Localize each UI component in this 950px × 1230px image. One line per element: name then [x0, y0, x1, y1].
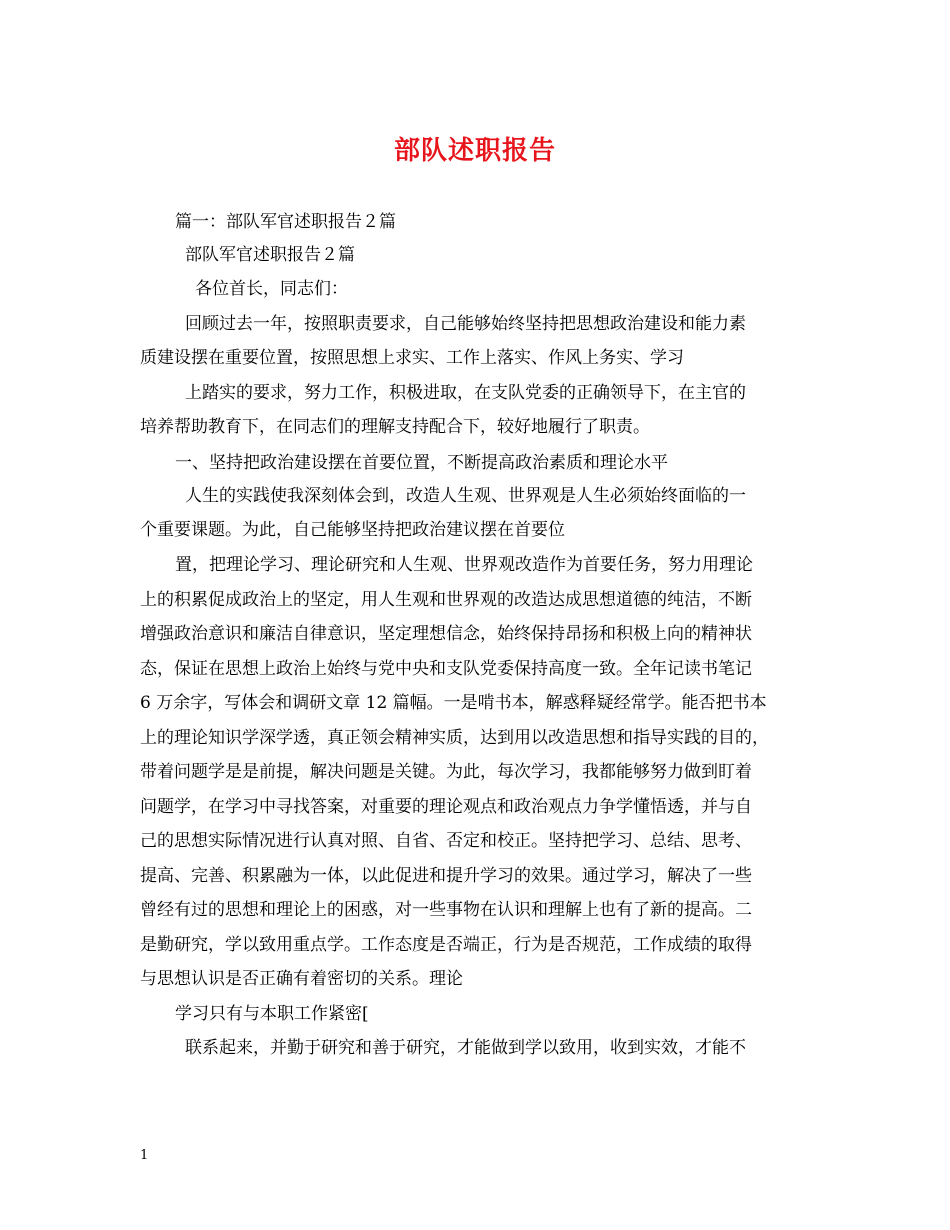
text-line: 与思想认识是否正确有着密切的关系。理论 — [140, 969, 463, 989]
text-line: 培养帮助教育下，在同志们的理解支持配合下，较好地履行了职责。 — [140, 417, 650, 437]
text-line: 各位首长，同志们： — [195, 279, 348, 299]
text-line: 上的积累促成政治上的坚定，用人生观和世界观的改造达成思想道德的纯洁，不断 — [140, 590, 752, 610]
page-number: 1 — [140, 1148, 149, 1163]
text-line: 增强政治意识和廉洁自律意识，坚定理想信念，始终保持昂扬和积极上向的精神状 — [140, 624, 752, 644]
text-line: 6 万余字，写体会和调研文章 12 篇幅。一是啃书本，解惑释疑经常学。能否把书本 — [140, 693, 767, 713]
text-line: 个重要课题。为此，自己能够坚持把政治建议摆在首要位 — [140, 520, 565, 540]
text-line: 学习只有与本职工作紧密[ — [175, 1004, 369, 1024]
text-line: 问题学，在学习中寻找答案，对重要的理论观点和政治观点力争学懂悟透，并与自 — [140, 797, 752, 817]
text-line: 联系起来，并勤于研究和善于研究，才能做到学以致用，收到实效，才能不 — [185, 1038, 746, 1058]
text-line: 上的理论知识学深学透，真正领会精神实质，达到用以改造思想和指导实践的目的， — [140, 728, 769, 748]
text-line: 态，保证在思想上政治上始终与党中央和支队党委保持高度一致。全年记读书笔记 — [140, 659, 752, 679]
text-line: 人生的实践使我深刻体会到，改造人生观、世界观是人生必须始终面临的一 — [185, 486, 746, 506]
text-line: 曾经有过的思想和理论上的困惑，对一些事物在认识和理解上也有了新的提高。二 — [140, 900, 752, 920]
text-line: 是勤研究，学以致用重点学。工作态度是否端正，行为是否规范，工作成绩的取得 — [140, 935, 752, 955]
text-line: 上踏实的要求，努力工作，积极进取，在支队党委的正确领导下，在主官的 — [185, 383, 746, 403]
text-line: 己的思想实际情况进行认真对照、自省、否定和校正。坚持把学习、总结、思考、 — [140, 831, 752, 851]
text-line: 置，把理论学习、理论研究和人生观、世界观改造作为首要任务，努力用理论 — [175, 555, 753, 575]
text-line: 质建设摆在重要位置，按照思想上求实、工作上落实、作风上务实、学习 — [140, 348, 684, 368]
text-line: 带着问题学是是前提，解决问题是关键。为此，每次学习，我都能够努力做到盯着 — [140, 762, 752, 782]
text-line: 回顾过去一年，按照职责要求，自己能够始终坚持把思想政治建设和能力素 — [185, 314, 746, 334]
document-title: 部队述职报告 — [393, 136, 556, 166]
text-line: 篇一：部队军官述职报告２篇 — [175, 212, 396, 232]
text-line: 部队军官述职报告２篇 — [185, 245, 355, 265]
text-line: 一、坚持把政治建设摆在首要位置，不断提高政治素质和理论水平 — [175, 453, 668, 473]
text-line: 提高、完善、积累融为一体，以此促进和提升学习的效果。通过学习，解决了一些 — [140, 866, 752, 886]
